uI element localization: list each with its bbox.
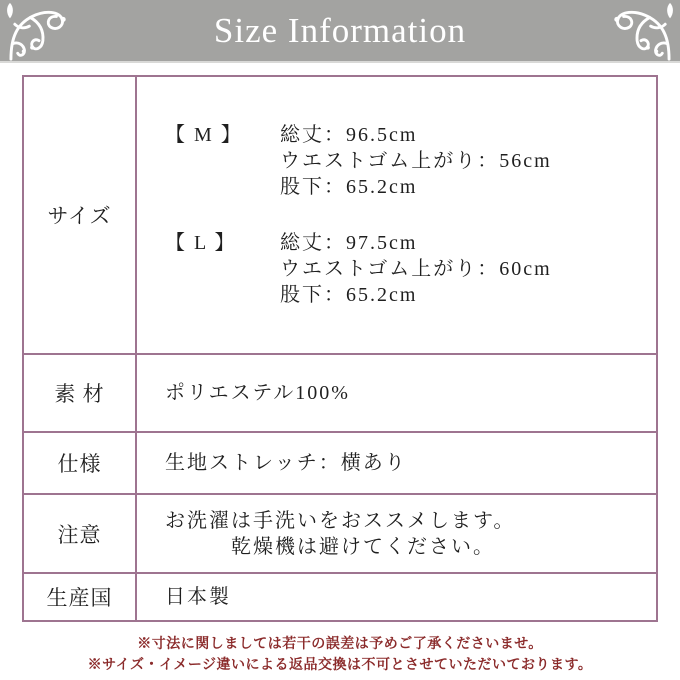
row-content-country [137,574,656,620]
table-row-caution [24,493,656,572]
corner-flourish-icon [2,1,76,61]
caution-line: お洗濯は手洗いをおススメします。 [165,509,516,532]
row-label-caution: 注意 [24,495,137,572]
measurement-line: 総丈：97.5cm [280,232,418,254]
caution-line: 乾燥機は避けてください。 [231,535,495,558]
country-value: 日本製 [165,586,231,608]
size-info-table [22,75,658,622]
row-content-caution [137,495,656,572]
note-line: ※サイズ・イメージ違いによる返品交換は不可とさせていただいております。 [87,658,593,673]
table-row-country [24,572,656,620]
table-row-spec [24,431,656,493]
row-label-spec: 仕様 [24,433,137,493]
row-label-material: 素 材 [24,355,137,431]
size-block-m [165,122,656,200]
size-measurements-m [280,122,656,200]
header-banner [0,0,680,63]
page-title: Size Information [213,11,467,50]
measurement-line: 股下：65.2cm [280,176,418,198]
measurement-line: ウエストゴム上がり：60cm [280,258,552,280]
row-content-material [137,355,656,431]
footer-notes [0,634,680,676]
row-content-size [137,77,656,353]
material-value: ポリエステル100% [165,382,350,404]
size-tag-m: 【 M 】 [165,124,243,146]
size-block-l [165,230,656,308]
table-row-size [24,77,656,353]
row-label-size: サイズ [24,77,137,353]
row-content-spec [137,433,656,493]
row-label-country: 生産国 [24,574,137,620]
measurement-line: ウエストゴム上がり：56cm [280,150,552,172]
measurement-line: 股下：65.2cm [280,284,418,306]
corner-flourish-icon [604,1,678,61]
note-line: ※寸法に関しましては若干の誤差は予めご了承くださいませ。 [137,637,543,652]
spec-value: 生地ストレッチ：横あり [165,452,407,474]
measurement-line: 総丈：96.5cm [280,124,418,146]
size-measurements-l [280,230,656,308]
size-tag-l: 【 L 】 [165,232,237,254]
table-row-material [24,353,656,431]
